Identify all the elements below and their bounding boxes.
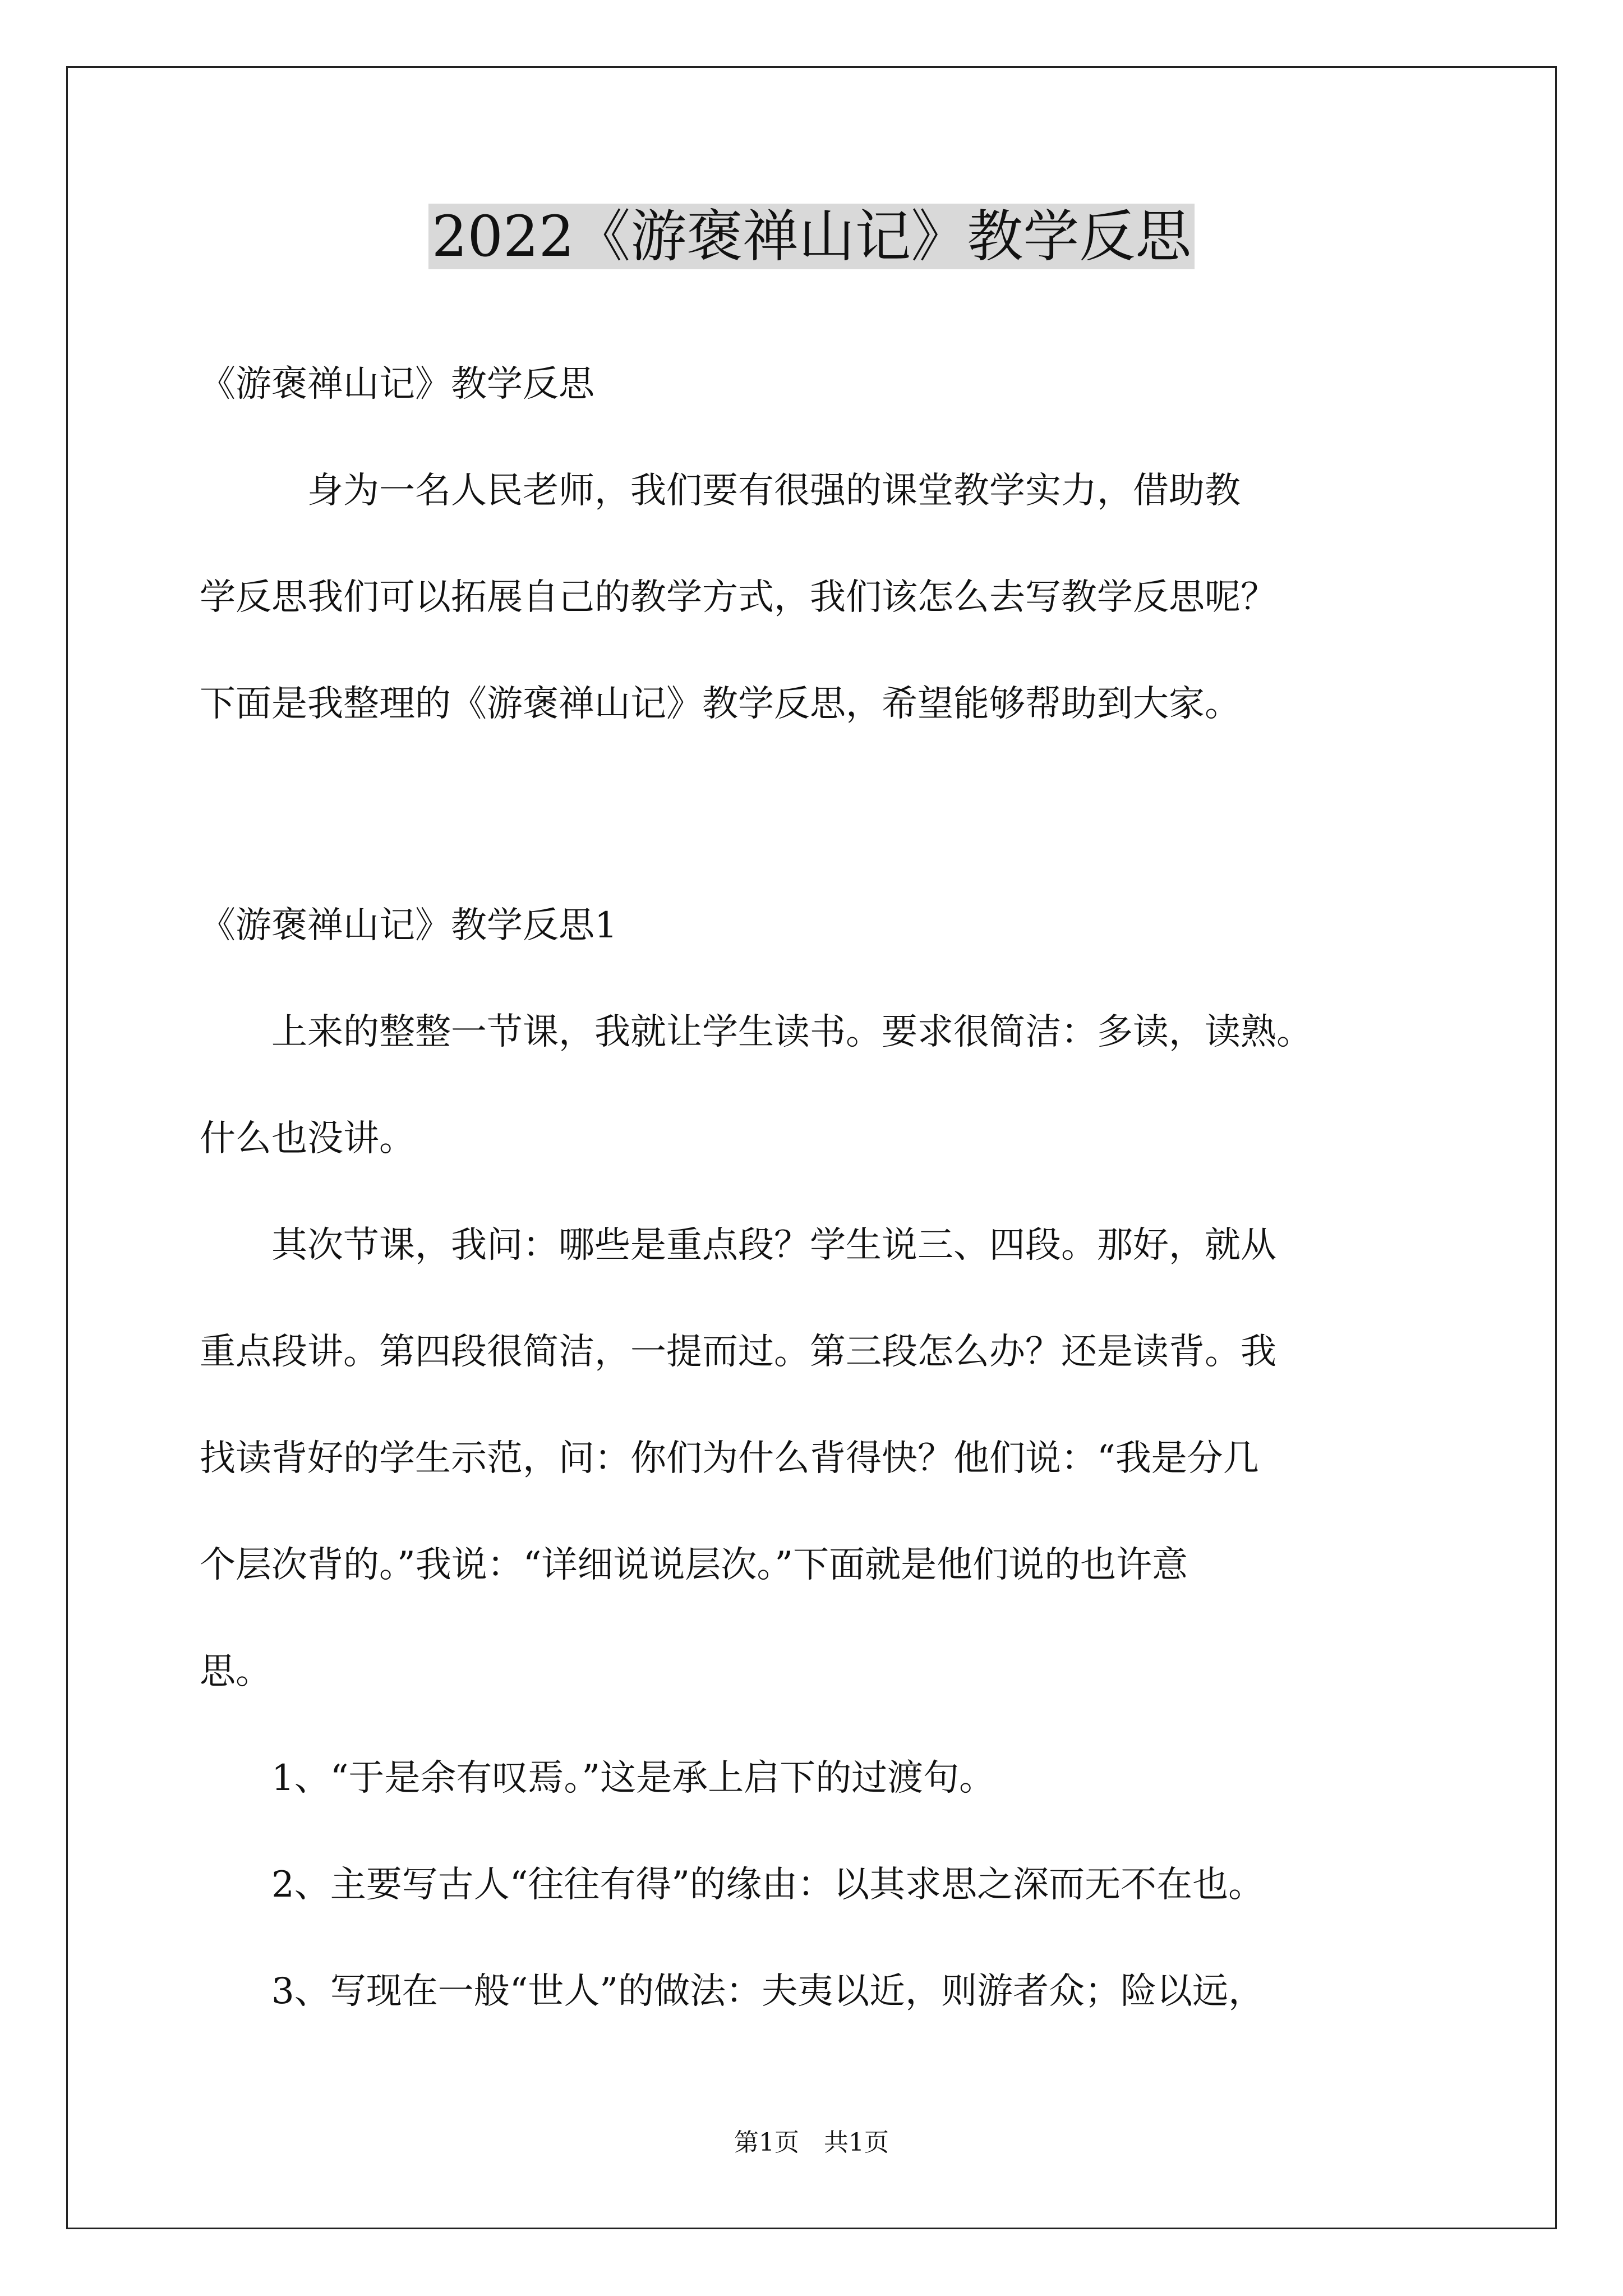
document-title-text: 2022《游褒禅山记》教学反思 [428, 204, 1195, 269]
section-heading-1: 《游褒禅山记》教学反思1 [200, 905, 617, 946]
body-line-1: 身为一名人民老师，我们要有很强的课堂教学实力，借助教 [200, 470, 1241, 512]
body-line-10: 思。 [200, 1651, 271, 1692]
body-line-7: 重点段讲。第四段很简洁，一提而过。第三段怎么办？还是读背。我 [200, 1331, 1276, 1373]
list-item-2: 2、主要写古人“往往有得”的缘由：以其求思之深而无不在也。 [200, 1864, 1265, 1906]
subtitle-line: 《游褒禅山记》教学反思 [200, 364, 594, 405]
body-line-9: 个层次背的。”我说：“详细说说层次。”下面就是他们说的也许意 [200, 1544, 1188, 1586]
body-line-3: 下面是我整理的《游褒禅山记》教学反思，希望能够帮助到大家。 [200, 683, 1241, 725]
document-title [0, 197, 1623, 276]
body-line-8: 找读背好的学生示范，问：你们为什么背得快？他们说：“我是分几 [200, 1438, 1259, 1479]
list-item-3: 3、写现在一般“世人”的做法：夫夷以近，则游者众；险以远， [200, 1971, 1265, 2012]
body-line-6: 其次节课，我问：哪些是重点段？学生说三、四段。那好，就从 [200, 1225, 1276, 1266]
list-item-1: 1、“于是余有叹焉。”这是承上启下的过渡句。 [200, 1757, 995, 1799]
body-line-2: 学反思我们可以拓展自己的教学方式，我们该怎么去写教学反思呢？ [200, 577, 1276, 618]
page-footer: 第1页 共1页 [734, 2128, 889, 2157]
body-line-4: 上来的整整一节课，我就让学生读书。要求很简洁：多读，读熟。 [200, 1011, 1312, 1053]
body-line-5: 什么也没讲。 [200, 1118, 415, 1159]
